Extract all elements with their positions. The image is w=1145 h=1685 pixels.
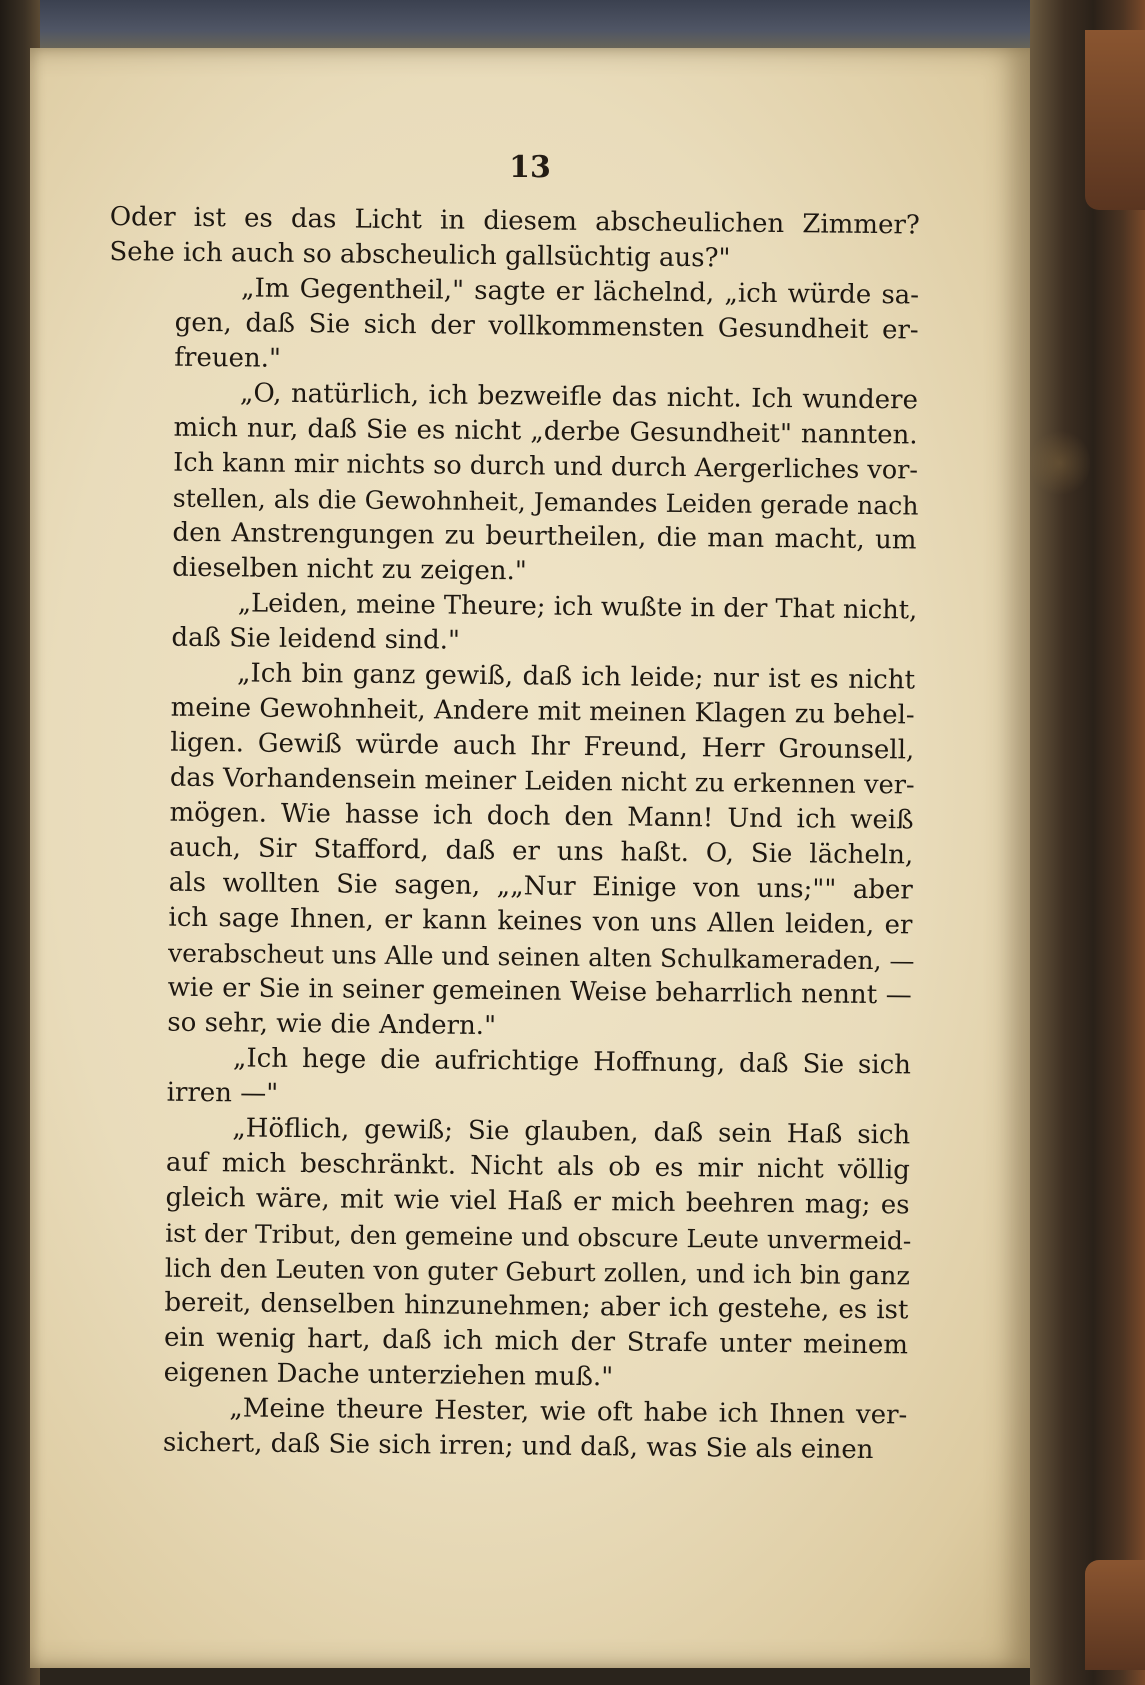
- text-line: auch, Sir Stafford, daß er uns haßt. O, Sie lächeln,: [169, 832, 914, 871]
- paragraph: [106, 375, 918, 593]
- text-line: ligen. Gewiß würde auch Ihr Freund, Herr Grounsell,: [170, 727, 915, 766]
- paragraph: [105, 585, 916, 663]
- text-line: gleich wäre, mit wie viel Haß er mich beehren mag; es: [165, 1182, 910, 1221]
- paragraph: [100, 1040, 911, 1118]
- leather-corner-top: [1085, 30, 1145, 210]
- text-line: verabscheut uns Alle und seinen alten Schulkameraden, —: [167, 938, 915, 976]
- text-line: Sehe ich auch so abscheulich gallsüchtig aus?": [109, 236, 731, 274]
- text-line: ein wenig hart, daß ich mich der Strafe unter meinem: [163, 1322, 909, 1361]
- text-line: eigenen Dache unterziehen muß.": [163, 1357, 614, 1393]
- text-line: „Meine theure Hester, wie oft habe ich Ihnen ver-: [229, 1393, 908, 1431]
- text-line: den Anstrengungen zu beurtheilen, die man macht, um: [172, 517, 917, 556]
- text-line: mich nur, daß Sie es nicht „derbe Gesundheit" nannten.: [173, 412, 918, 451]
- text-line: Oder ist es das Licht in diesem abscheulichen Zimmer?: [109, 201, 920, 241]
- paragraph: [108, 270, 919, 383]
- book-binding: [1030, 0, 1145, 1685]
- text-line: lich den Leuten von guter Geburt zollen, und ich bin ganz: [164, 1252, 910, 1291]
- book-top-edge: [0, 0, 1145, 50]
- text-line: „Höflich, gewiß; Sie glauben, daß sein Haß sich: [232, 1113, 911, 1151]
- text-line: stellen, als die Gewohnheit, Jemandes Leiden gerade nach: [172, 483, 919, 521]
- text-line: wie er Sie in seiner gemeinen Weise beharrlich nennt —: [167, 972, 912, 1011]
- leather-corner-bottom: [1085, 1560, 1145, 1670]
- text-line: Ich kann mir nichts so durch und durch Aergerliches vor-: [173, 447, 919, 486]
- text-line: mögen. Wie hasse ich doch den Mann! Und ich weiß: [169, 797, 914, 836]
- paragraph: [97, 1390, 908, 1468]
- text-line: so sehr, wie die Andern.": [167, 1007, 497, 1042]
- text-line: ich sage Ihnen, er kann keines von uns Allen leiden, er: [168, 902, 913, 941]
- text-line: meine Gewohnheit, Andere mit meinen Klagen zu behel-: [170, 692, 915, 731]
- text-line: „O, natürlich, ich bezweifle das nicht. Ich wundere: [239, 378, 919, 416]
- text-line: gen, daß Sie sich der vollkommensten Gesundheit er-: [174, 307, 919, 346]
- body-text: [97, 200, 920, 1468]
- page-stain: [1030, 428, 1090, 498]
- text-line: „Ich bin ganz gewiß, daß ich leide; nur ist es nicht: [236, 658, 916, 696]
- page-number: 13: [509, 150, 551, 185]
- text-line: irren —": [166, 1077, 279, 1109]
- text-line: das Vorhandensein meiner Leiden nicht zu erkennen ver-: [169, 762, 915, 801]
- text-line: daß Sie leidend sind.": [171, 622, 461, 656]
- paragraph: [101, 655, 915, 1048]
- text-line: als wollten Sie sagen, „„Nur Einige von uns;"" aber: [168, 867, 913, 906]
- text-line: „Leiden, meine Theure; ich wußte in der That nicht,: [237, 588, 918, 626]
- text-line: „Ich hege die aufrichtige Hoffnung, daß Sie sich: [232, 1043, 912, 1081]
- text-line: freuen.": [174, 342, 282, 374]
- text-line: dieselben nicht zu zeigen.": [171, 552, 527, 587]
- text-line: auf mich beschränkt. Nicht als ob es mir nicht völlig: [165, 1147, 911, 1186]
- text-line: ist der Tribut, den gemeine und obscure Leute unvermeid-: [165, 1218, 912, 1256]
- text-line: „Im Gegentheil," sagte er lächelnd, „ich würde sa-: [240, 273, 920, 311]
- paragraph: [98, 1110, 911, 1398]
- text-line: sichert, daß Sie sich irren; und daß, was Sie als einen: [162, 1427, 874, 1466]
- text-line: bereit, denselben hinzunehmen; aber ich gestehe, es ist: [164, 1287, 909, 1326]
- paragraph: [109, 200, 920, 278]
